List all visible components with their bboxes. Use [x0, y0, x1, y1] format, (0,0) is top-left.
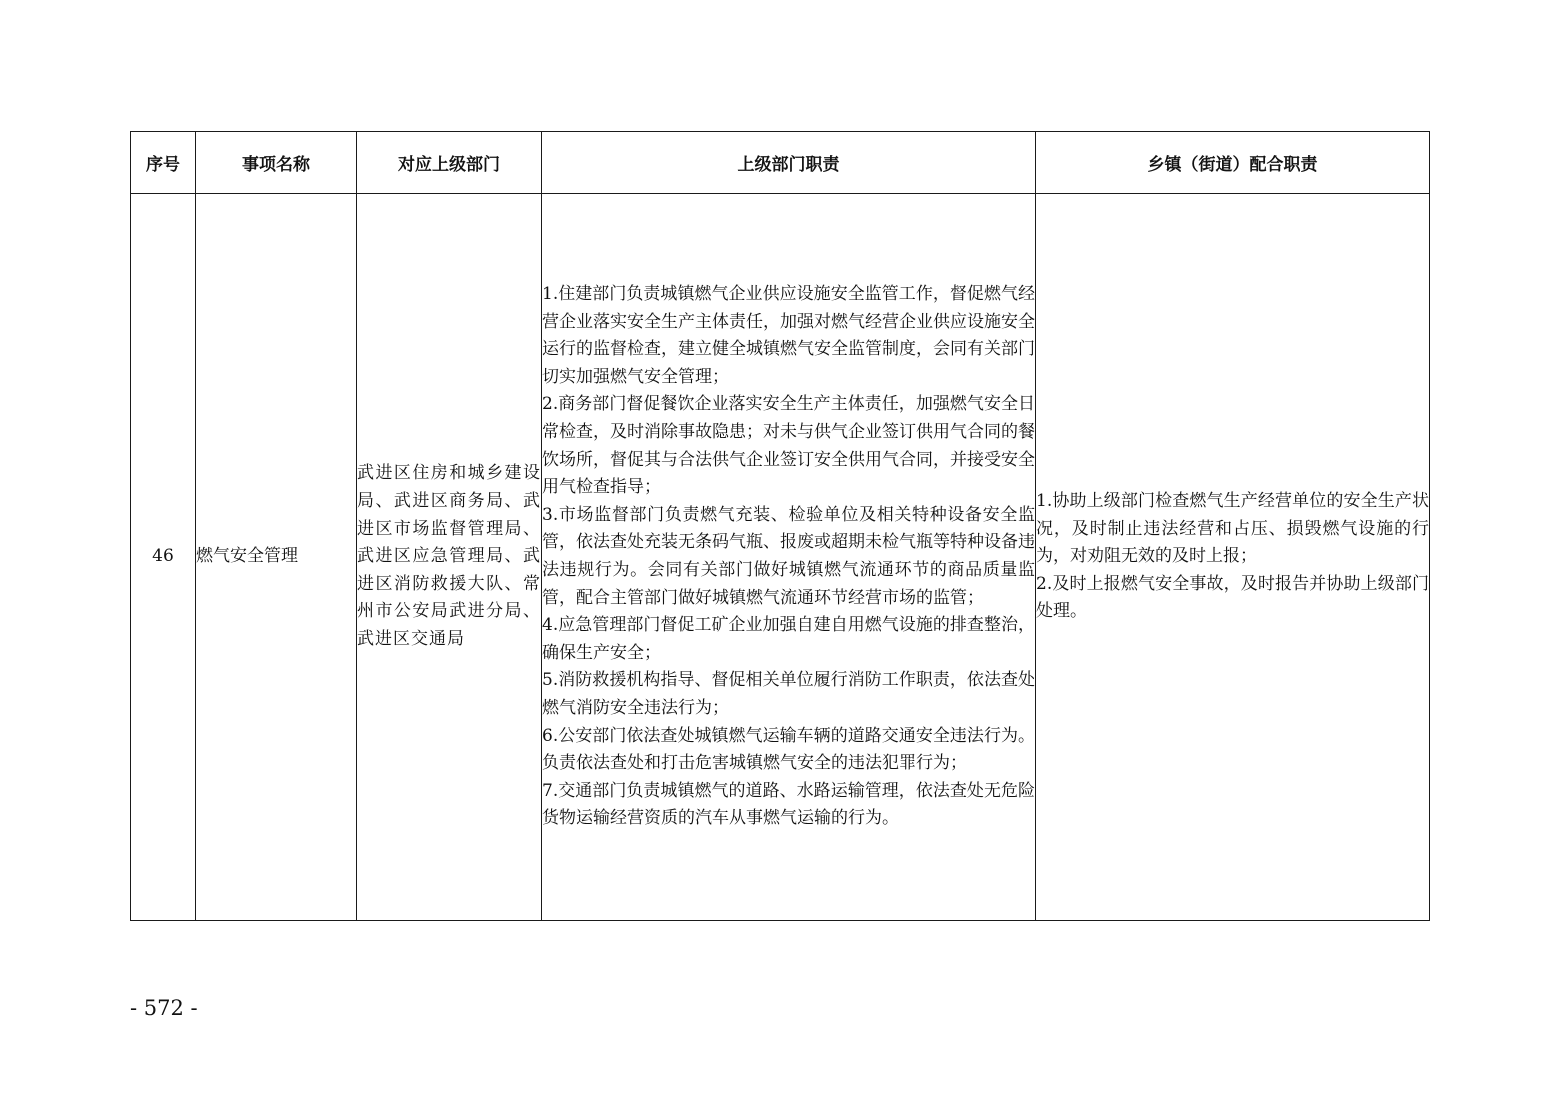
row-town-duties — [1036, 194, 1430, 921]
upper-duty-item: 3.市场监督部门负责燃气充装、检验单位及相关特种设备安全监管，依法查处充装无条码气瓶、报废或超期未检气瓶等特种设备违法违规行为。会同有关部门做好城镇燃气流通环节的商品质量监管，配合主管部门做好城镇燃气流通环节经营市场的监管； — [542, 504, 1035, 608]
upper-duty-item: 1.住建部门负责城镇燃气企业供应设施安全监管工作，督促燃气经营企业落实安全生产主体责任，加强对燃气经营企业供应设施安全运行的监督检查，建立健全城镇燃气安全监管制度，会同有关部门切实加强燃气安全管理； — [542, 284, 1035, 387]
header-upper-duty: 上级部门职责 — [542, 132, 1036, 194]
row-dept: 武进区住房和城乡建设局、武进区商务局、武进区市场监督管理局、武进区应急管理局、武进区消防救援大队、常州市公安局武进分局、武进区交通局 — [357, 194, 542, 921]
upper-duty-item: 2.商务部门督促餐饮企业落实安全生产主体责任，加强燃气安全日常检查，及时消除事故隐患；对未与供气企业签订供用气合同的餐饮场所，督促其与合法供气企业签订安全供用气合同，并接受安全用气检查指导； — [542, 394, 1035, 498]
table-row — [131, 194, 1430, 921]
duty-table — [130, 131, 1430, 921]
header-index: 序号 — [131, 132, 196, 194]
page-number: - 572 - — [130, 996, 198, 1020]
town-duty-item: 2.及时上报燃气安全事故，及时报告并协助上级部门处理。 — [1036, 573, 1429, 622]
header-dept: 对应上级部门 — [357, 132, 542, 194]
row-upper-duties — [542, 194, 1036, 921]
table-header-row — [131, 132, 1430, 194]
row-item-name: 燃气安全管理 — [196, 194, 357, 921]
upper-duty-item: 5.消防救援机构指导、督促相关单位履行消防工作职责，依法查处燃气消防安全违法行为； — [542, 670, 1035, 718]
header-item-name: 事项名称 — [196, 132, 357, 194]
upper-duty-item: 6.公安部门依法查处城镇燃气运输车辆的道路交通安全违法行为。负责依法查处和打击危害城镇燃气安全的违法犯罪行为； — [542, 725, 1035, 774]
row-index: 46 — [131, 194, 196, 921]
upper-duty-item: 4.应急管理部门督促工矿企业加强自建自用燃气设施的排查整治，确保生产安全； — [542, 615, 1035, 663]
upper-duty-item: 7.交通部门负责城镇燃气的道路、水路运输管理，依法查处无危险货物运输经营资质的汽车从事燃气运输的行为。 — [542, 780, 1035, 829]
header-town-duty: 乡镇（街道）配合职责 — [1036, 132, 1430, 194]
town-duty-item: 1.协助上级部门检查燃气生产经营单位的安全生产状况，及时制止违法经营和占压、损毁燃气设施的行为，对劝阻无效的及时上报； — [1036, 491, 1429, 567]
